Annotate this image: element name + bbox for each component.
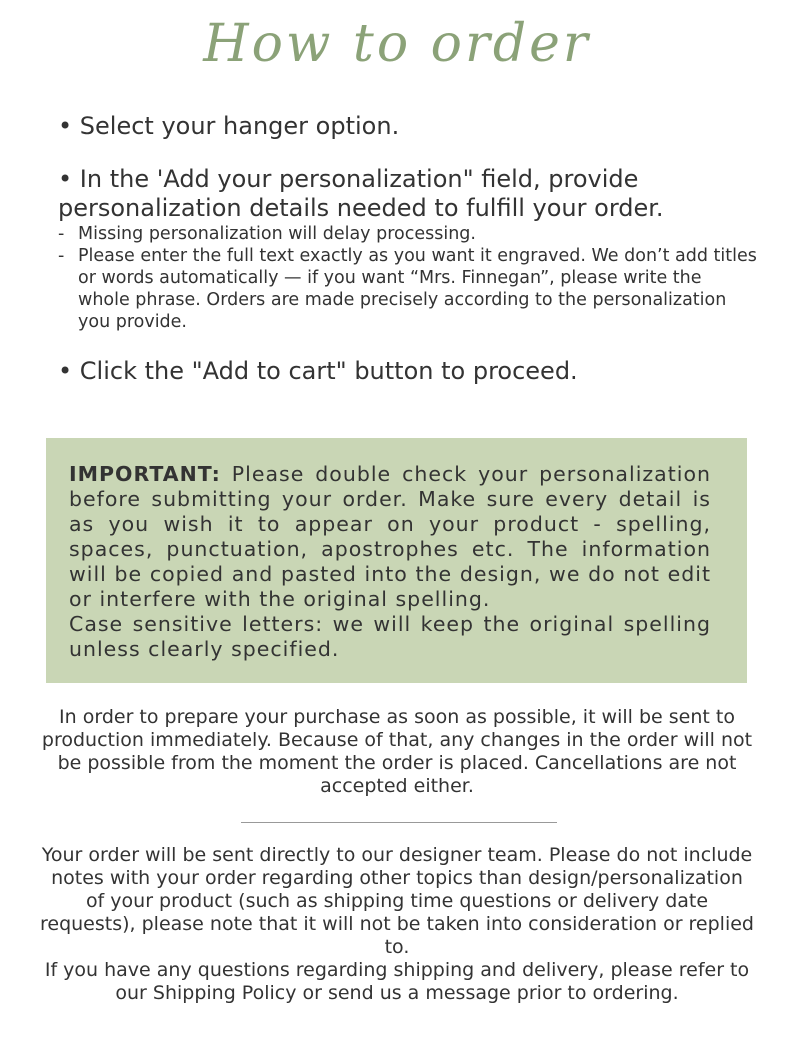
note-item: - Missing personalization will delay processing.: [58, 224, 476, 244]
note-item: - Please enter the full text exactly as you want it engraved. We don’t add titles or words automatically — if you want “Mrs. Finnegan”, please write the whole phrase. Orders are made precisely according to the personalization you provide.: [58, 246, 757, 332]
production-notice: In order to prepare your purchase as soon as possible, it will be sent to production immediately. Because of that, any changes in the order will not be possible from the moment the order is placed. Cancellations are not accepted either.: [41, 706, 753, 797]
step-select-hanger: • Select your hanger option.: [58, 112, 400, 140]
step-personalization: [58, 165, 758, 223]
dash-marker: -: [58, 246, 65, 266]
personalization-notes: [58, 223, 758, 333]
step-personalization-line2: personalization details needed to fulfill your order.: [58, 194, 664, 222]
step-personalization-line1: • In the 'Add your personalization" field, provide: [58, 165, 639, 193]
footer-paragraph-shipping: If you have any questions regarding shipping and delivery, please refer to our Shipping Policy or send us a message prior to ordering.: [44, 959, 750, 1004]
footer-paragraph-designer: Your order will be sent directly to our designer team. Please do not include notes with your order regarding other topics than design/personalization of your product (such as shipping time questions or delivery date requests), please note that it will not be taken into consideration or replied to.: [40, 844, 754, 958]
footer-notes: [40, 844, 754, 1005]
dash-marker: -: [58, 224, 65, 244]
divider: [241, 822, 557, 823]
important-text: Please double check your personalization before submitting your order. Make sure every detail is as you wish it to appear on your product - spelling, spaces, punctuation, apostrophes etc. The information will be copied and pasted into the design, we do not edit or interfere with the original spelling.: [69, 462, 711, 611]
page-title: How to order: [203, 14, 591, 74]
step-add-to-cart: • Click the "Add to cart" button to proceed.: [58, 357, 578, 385]
case-sensitive-note: Case sensitive letters: we will keep the original spelling unless clearly specified.: [69, 612, 711, 661]
important-label: IMPORTANT:: [69, 462, 221, 486]
important-notice-box: [46, 438, 747, 683]
order-steps: [58, 112, 758, 386]
